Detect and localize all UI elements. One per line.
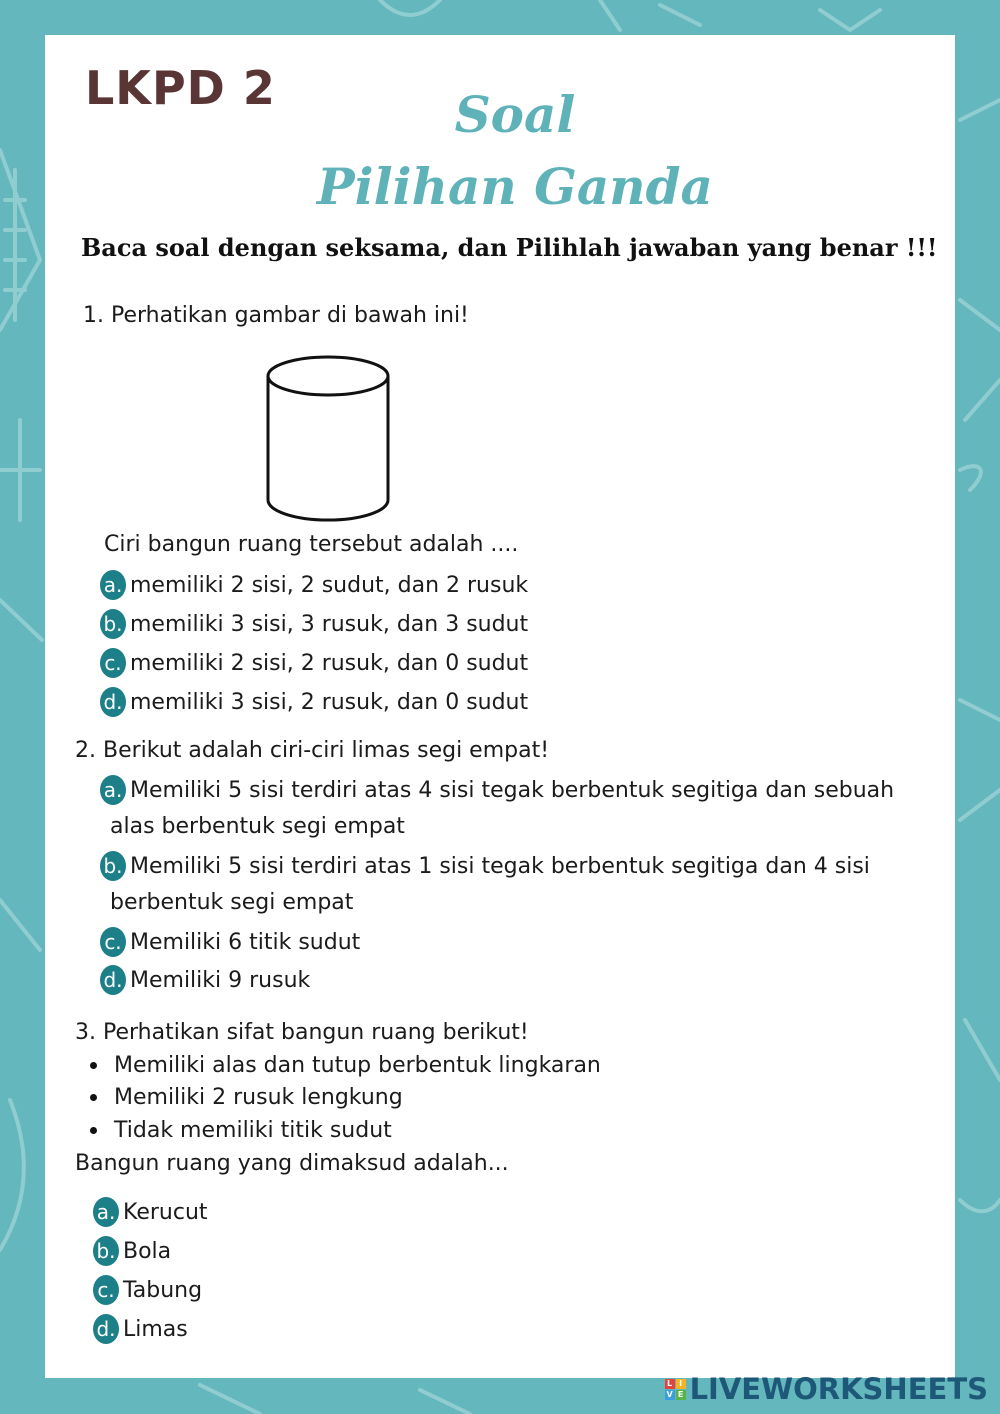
q3-bullet-1 <box>90 1053 601 1078</box>
q3-option-b-marker[interactable]: b. <box>93 1236 119 1266</box>
q1-option-c-marker[interactable]: c. <box>100 648 126 678</box>
q1-option-d-text: memiliki 3 sisi, 2 rusuk, dan 0 sudut <box>130 689 529 715</box>
q2-option-a[interactable] <box>100 775 894 805</box>
q1-option-d-marker[interactable]: d. <box>100 687 126 717</box>
bullet-dot <box>90 1127 97 1134</box>
q2-option-a-marker[interactable]: a. <box>100 775 126 805</box>
q3-bullet-3-text: Tidak memiliki titik sudut <box>114 1118 392 1143</box>
q3-option-c[interactable] <box>93 1275 202 1305</box>
q1-option-c-text: memiliki 2 sisi, 2 rusuk, dan 0 sudut <box>130 650 529 676</box>
bullet-dot <box>90 1094 97 1101</box>
instruction-text: Baca soal dengan seksama, dan Pilihlah jawaban yang benar !!! <box>81 233 938 262</box>
title-line-1: Soal <box>454 85 576 144</box>
logo-mark-v: V <box>666 1389 673 1399</box>
q3-option-d-marker[interactable]: d. <box>93 1314 119 1344</box>
liveworksheets-logo[interactable] <box>665 1372 988 1406</box>
worksheet-paper <box>45 35 955 1378</box>
q3-option-d-text: Limas <box>123 1316 188 1342</box>
cylinder-figure <box>263 353 393 525</box>
question-1-text: Ciri bangun ruang tersebut adalah .... <box>104 532 519 557</box>
q1-option-b[interactable] <box>100 609 528 639</box>
q1-option-a[interactable] <box>100 570 528 600</box>
q1-option-c[interactable] <box>100 648 528 678</box>
q2-option-d-marker[interactable]: d. <box>100 965 126 995</box>
logo-text: LIVEWORKSHEETS <box>689 1372 988 1406</box>
question-2-prompt: 2. Berikut adalah ciri-ciri limas segi empat! <box>75 738 550 763</box>
q2-option-b[interactable] <box>100 851 870 881</box>
q1-option-b-text: memiliki 3 sisi, 3 rusuk, dan 3 sudut <box>130 611 529 637</box>
logo-mark-e: E <box>676 1390 686 1400</box>
bullet-dot <box>90 1062 97 1069</box>
title-line-2: Pilihan Ganda <box>317 157 713 216</box>
q1-option-d[interactable] <box>100 687 528 717</box>
q3-bullet-2 <box>90 1085 403 1110</box>
q2-option-d[interactable] <box>100 965 310 995</box>
q2-option-d-text: Memiliki 9 rusuk <box>130 967 311 993</box>
q3-option-c-marker[interactable]: c. <box>93 1275 119 1305</box>
q2-option-c-text: Memiliki 6 titik sudut <box>130 929 361 955</box>
q3-option-a-marker[interactable]: a. <box>93 1197 119 1227</box>
q2-option-b-marker[interactable]: b. <box>100 851 126 881</box>
logo-mark-i: I <box>676 1379 686 1389</box>
q2-option-c-marker[interactable]: c. <box>100 927 126 957</box>
worksheet-label: LKPD 2 <box>85 61 276 115</box>
q3-bullet-3 <box>90 1118 392 1143</box>
q3-option-d[interactable] <box>93 1314 188 1344</box>
q2-option-b-text: Memiliki 5 sisi terdiri atas 1 sisi tegak berbentuk segitiga dan 4 sisi <box>130 853 870 879</box>
q2-option-a-text: Memiliki 5 sisi terdiri atas 4 sisi tegak berbentuk segitiga dan sebuah <box>130 777 895 803</box>
q3-bullet-1-text: Memiliki alas dan tutup berbentuk lingkaran <box>114 1053 601 1078</box>
q3-bullet-2-text: Memiliki 2 rusuk lengkung <box>114 1085 403 1110</box>
logo-mark-icon <box>665 1379 686 1400</box>
question-3-text: Bangun ruang yang dimaksud adalah... <box>75 1151 509 1176</box>
q2-option-c[interactable] <box>100 927 360 957</box>
q3-option-b[interactable] <box>93 1236 171 1266</box>
q3-option-c-text: Tabung <box>123 1277 203 1303</box>
q3-option-a-text: Kerucut <box>123 1199 208 1225</box>
q2-option-a-text-continued: alas berbentuk segi empat <box>110 814 405 839</box>
q1-option-a-text: memiliki 2 sisi, 2 sudut, dan 2 rusuk <box>130 572 529 598</box>
q3-option-a[interactable] <box>93 1197 208 1227</box>
q3-option-b-text: Bola <box>123 1238 172 1264</box>
q2-option-b-text-continued: berbentuk segi empat <box>110 890 354 915</box>
q1-option-b-marker[interactable]: b. <box>100 609 126 639</box>
logo-mark-l: L <box>665 1379 675 1389</box>
question-1-prompt: 1. Perhatikan gambar di bawah ini! <box>83 303 469 328</box>
question-3-prompt: 3. Perhatikan sifat bangun ruang berikut! <box>75 1020 529 1045</box>
q1-option-a-marker[interactable]: a. <box>100 570 126 600</box>
